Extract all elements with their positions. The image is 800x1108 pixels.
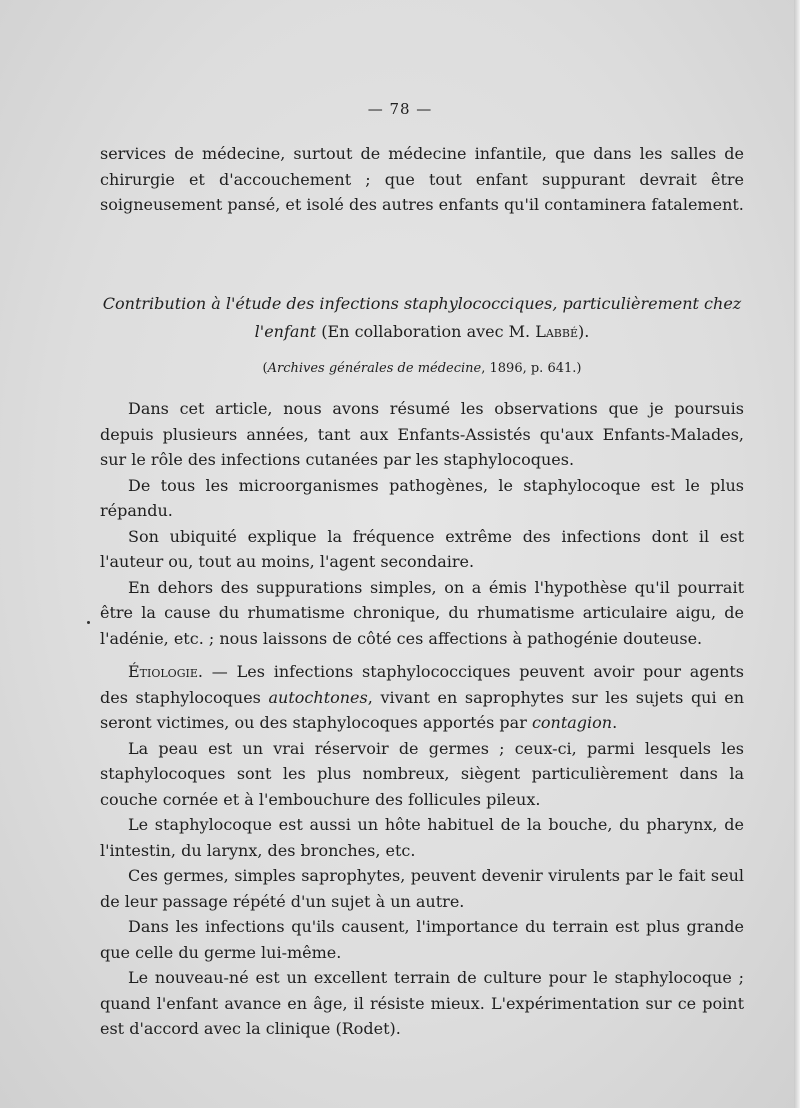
collab-suffix: ). bbox=[577, 322, 590, 341]
source-rest: , 1896, p. 641.) bbox=[481, 361, 582, 376]
scan-edge bbox=[794, 0, 800, 1108]
intro-paragraph: services de médecine, surtout de médecine infantile, que dans les salles de chirurgie et d'accouchement ; que tout enfant suppurant devrait être soigneusement pansé, et isolé des autres enfants qu'il contaminera fatalement. bbox=[100, 144, 744, 214]
etiologie-italic-1: autochtones bbox=[268, 687, 368, 707]
collab-prefix: (En collaboration avec M. bbox=[321, 322, 536, 341]
etiologie-paragraph: Le nouveau-né est un excellent terrain de culture pour le staphylocoque ; quand l'enfant avance en âge, il résiste mieux. L'expérimentation sur ce point est d'accord avec la clinique (Rodet). bbox=[100, 968, 744, 1038]
intro-text bbox=[100, 141, 744, 218]
etiologie-intro bbox=[100, 659, 744, 736]
etiologie-label: Étiologie. bbox=[128, 662, 203, 681]
body-paragraph: Dans cet article, nous avons résumé les observations que je poursuis depuis plusieurs années, tant aux Enfants-Assistés qu'aux Enfants-Malades, sur le rôle des infections cutanées par les staphylocoques. bbox=[100, 399, 744, 469]
body-text bbox=[100, 396, 744, 651]
stray-mark bbox=[87, 621, 90, 624]
etiologie-paragraph: Dans les infections qu'ils causent, l'importance du terrain est plus grande que celle du germe lui-même. bbox=[100, 917, 744, 962]
etiologie-paragraph: La peau est un vrai réservoir de germes ; ceux-ci, parmi lesquels les staphylocoques sont les plus nombreux, siègent particulièrement dans la couche cornée et à l'embouchure des follicules pileux. bbox=[100, 738, 744, 809]
body-paragraph: Son ubiquité explique la fréquence extrême des infections dont il est l'auteur ou, tout au moins, l'agent secondaire. bbox=[100, 526, 744, 571]
etiologie-text-2: , vivant en saprophytes sur les sujets qui en seront victimes, ou des staphylocoques apportés par bbox=[100, 687, 745, 732]
etiologie-section bbox=[100, 659, 744, 1042]
page-number: — 78 — bbox=[367, 100, 433, 118]
etiologie-text-3: . bbox=[612, 713, 618, 732]
source-open: ( bbox=[262, 361, 268, 376]
source-journal: Archives générales de médecine bbox=[267, 361, 482, 376]
etiologie-text-1: — Les infections staphylococciques peuvent avoir pour agents des staphylocoques bbox=[100, 662, 744, 707]
etiologie-paragraph: Ces germes, simples saprophytes, peuvent devenir virulents par le fait seul de leur passage répété d'un sujet à un autre. bbox=[100, 866, 744, 911]
article-heading bbox=[100, 290, 744, 346]
collab-name: Labbé bbox=[535, 322, 578, 341]
body-paragraph: De tous les microorganismes pathogènes, le staphylocoque est le plus répandu. bbox=[100, 475, 744, 520]
etiologie-italic-2: contagion bbox=[531, 713, 613, 732]
body-paragraph: En dehors des suppurations simples, on a émis l'hypothèse qu'il pourrait être la cause du rhumatisme chronique, du rhumatisme articulaire aigu, de l'adénie, etc. ; nous laissons de côté ces affections à pathogénie douteuse. bbox=[100, 577, 744, 648]
etiologie-paragraph: Le staphylocoque est aussi un hôte habituel de la bouche, du pharynx, de l'intestin, du larynx, des bronches, etc. bbox=[100, 815, 744, 860]
article-source bbox=[100, 358, 744, 380]
article-title: Contribution à l'étude des infections staphylococciques, particulièrement chez l'enfant bbox=[102, 294, 742, 341]
